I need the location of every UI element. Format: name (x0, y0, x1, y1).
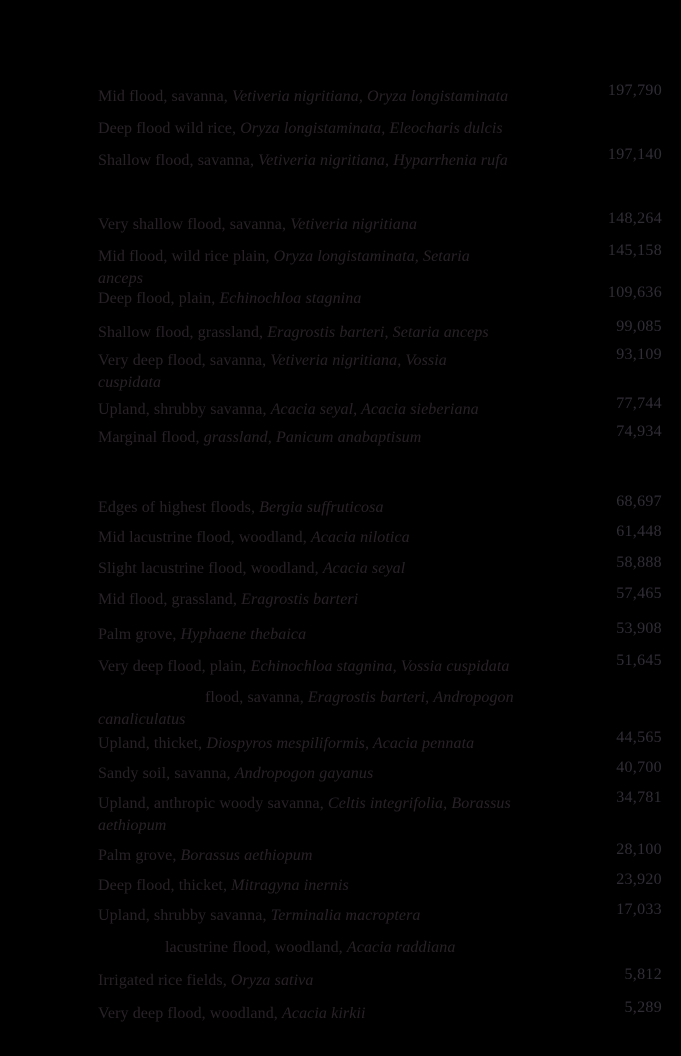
row-label-line (98, 246, 662, 268)
vegetation-type-text: Mid flood, savanna, (98, 88, 232, 105)
vegetation-type-text: Palm grove, (98, 626, 181, 643)
row-label-line (98, 350, 662, 372)
area-value: 68,697 (616, 493, 662, 510)
area-value: 17,033 (616, 901, 662, 918)
vegetation-type-text: Shallow flood, savanna, (98, 152, 259, 169)
row-label-line (98, 905, 662, 927)
table-row (98, 937, 662, 959)
area-value: 58,888 (616, 554, 662, 571)
vegetation-type-text: Upland, shrubby savanna, (98, 907, 271, 924)
vegetation-type-text: Very shallow flood, savanna, (98, 216, 291, 233)
species-name-italic: Vetiveria nigritiana, Vossia (270, 352, 447, 369)
table-row (98, 318, 662, 344)
species-name-italic: Eragrostis barteri, Setaria anceps (267, 324, 489, 341)
species-name-italic: Hyphaene thebaica (180, 626, 307, 643)
species-name-italic: Vetiveria nigritiana, Oryza longistaminata (231, 88, 509, 105)
vegetation-type-text: Very deep flood, woodland, (98, 1005, 282, 1022)
table-row (98, 729, 662, 755)
vegetation-type-text: Mid flood, wild rice plain, (98, 248, 274, 265)
table-row (98, 423, 662, 449)
row-label-line (98, 763, 662, 785)
species-name-italic: Diospyros mespiliformis, Acacia pennata (206, 735, 475, 752)
row-label-line (98, 875, 662, 897)
table-row (98, 759, 662, 785)
species-name-italic: Vetiveria nigritiana, Hyparrhenia rufa (258, 152, 508, 169)
species-name-italic: Acacia kirkii (282, 1005, 366, 1022)
area-value: 34,781 (616, 789, 662, 806)
species-name-italic: Vetiveria nigritiana (290, 216, 418, 233)
vegetation-type-text: Palm grove, (98, 847, 181, 864)
row-label-line (98, 558, 662, 580)
area-value: 197,790 (607, 82, 662, 99)
table-row (98, 284, 662, 310)
row-label-line (98, 322, 662, 344)
row-label-line (98, 214, 662, 236)
area-value: 61,448 (616, 523, 662, 540)
area-value: 74,934 (616, 423, 662, 440)
vegetation-area-table (98, 0, 662, 1056)
row-label-line (98, 118, 662, 140)
table-row (98, 242, 662, 290)
table-row (98, 493, 662, 519)
table-row (98, 585, 662, 611)
area-value: 44,565 (616, 729, 662, 746)
species-name-italic: Oryza longistaminata, Eleocharis dulcis (240, 120, 503, 137)
row-label-line (98, 399, 662, 421)
table-row (98, 346, 662, 394)
species-name-italic: Celtis integrifolia, Borassus (327, 795, 511, 812)
vegetation-type-text: Upland, shrubby savanna, (98, 401, 271, 418)
row-label-line (98, 709, 662, 731)
vegetation-type-text: Mid flood, grassland, (98, 591, 242, 608)
row-label-line (98, 497, 662, 519)
table-row (98, 871, 662, 897)
species-name-italic: aethiopum (98, 817, 167, 834)
row-label-line (98, 268, 662, 290)
vegetation-type-text: Upland, thicket, (98, 735, 207, 752)
vegetation-type-text: Irrigated rice fields, (98, 972, 231, 989)
row-label-line (98, 427, 662, 449)
table-row (98, 966, 662, 992)
species-name-italic: Bergia suffruticosa (259, 499, 384, 516)
row-label-line (98, 733, 662, 755)
species-name-italic: canaliculatus (98, 711, 186, 728)
row-label-line (98, 589, 662, 611)
species-name-italic: Oryza sativa (230, 972, 314, 989)
area-value: 51,645 (616, 652, 662, 669)
species-name-italic: Andropogon (433, 689, 514, 706)
area-value: 197,140 (607, 146, 662, 163)
row-label-line (98, 656, 662, 678)
table-row (98, 841, 662, 867)
vegetation-type-text: Very deep flood, savanna, (98, 352, 271, 369)
table-row (98, 554, 662, 580)
vegetation-type-text: Shallow flood, grassland, (98, 324, 268, 341)
area-value: 99,085 (616, 318, 662, 335)
species-name-italic: Echinochloa stagnina (219, 290, 362, 307)
row-label-line (98, 815, 662, 837)
area-value: 57,465 (616, 585, 662, 602)
species-name-italic: Borassus aethiopum (180, 847, 313, 864)
area-value: 28,100 (616, 841, 662, 858)
row-label-line (98, 937, 662, 959)
row-label-line (98, 845, 662, 867)
species-name-italic: Eragrostis barteri (241, 591, 359, 608)
table-row (98, 789, 662, 837)
table-row (98, 687, 662, 731)
species-name-italic: Acacia nilotica (310, 529, 410, 546)
table-row (98, 901, 662, 927)
vegetation-type-text: Deep flood, thicket, (98, 877, 232, 894)
row-label-line (98, 288, 662, 310)
vegetation-type-text: Very deep flood, plain, (98, 658, 251, 675)
vegetation-type-text: Marginal flood, (98, 429, 204, 446)
species-name-italic: Oryza longistaminata, Setaria (273, 248, 470, 265)
vegetation-type-text: Deep flood, plain, (98, 290, 220, 307)
vegetation-type-text: Slight lacustrine flood, woodland, (98, 560, 323, 577)
row-label-line (98, 793, 662, 815)
table-row (98, 146, 662, 172)
table-row (98, 523, 662, 549)
vegetation-type-text: , (425, 689, 434, 706)
row-label-line (98, 1003, 662, 1025)
table-row (98, 999, 662, 1025)
species-name-italic: Acacia seyal, Acacia sieberiana (270, 401, 479, 418)
species-name-italic: Terminalia macroptera (270, 907, 421, 924)
vegetation-type-text: flood, savanna, (205, 689, 308, 706)
table-row (98, 210, 662, 236)
table-row (98, 118, 662, 140)
species-name-italic: Eragrostis barteri (307, 689, 426, 706)
vegetation-type-text: Mid lacustrine flood, woodland, (98, 529, 311, 546)
species-name-italic: Echinochloa stagnina, Vossia cuspidata (250, 658, 510, 675)
area-value: 5,812 (624, 966, 662, 983)
species-name-italic: cuspidata (98, 374, 162, 391)
species-name-italic: Mitragyna inernis (231, 877, 349, 894)
row-label-line (98, 86, 662, 108)
row-label-line (98, 624, 662, 646)
species-name-italic: Acacia seyal (322, 560, 406, 577)
area-value: 40,700 (616, 759, 662, 776)
vegetation-type-text: lacustrine flood, woodland, (165, 939, 347, 956)
area-value: 5,289 (624, 999, 662, 1016)
row-label-line (98, 687, 662, 709)
area-value: 109,636 (607, 284, 662, 301)
species-name-italic: Andropogon gayanus (234, 765, 374, 782)
vegetation-type-text: Deep flood wild rice, (98, 120, 241, 137)
species-name-italic: anceps (98, 270, 144, 287)
area-value: 148,264 (607, 210, 662, 227)
area-value: 145,158 (607, 242, 662, 259)
vegetation-type-text: Sandy soil, savanna, (98, 765, 235, 782)
vegetation-type-text: Upland, anthropic woody savanna, (98, 795, 328, 812)
row-label-line (98, 527, 662, 549)
row-label-line (98, 372, 662, 394)
area-value: 93,109 (616, 346, 662, 363)
table-row (98, 652, 662, 678)
area-value: 23,920 (616, 871, 662, 888)
table-row (98, 395, 662, 421)
row-label-line (98, 970, 662, 992)
area-value: 77,744 (616, 395, 662, 412)
table-row (98, 82, 662, 108)
table-row (98, 620, 662, 646)
row-label-line (98, 150, 662, 172)
area-value: 53,908 (616, 620, 662, 637)
species-name-italic: grassland, Panicum anabaptisum (203, 429, 422, 446)
species-name-italic: Acacia raddiana (346, 939, 456, 956)
vegetation-type-text: Edges of highest floods, (98, 499, 260, 516)
